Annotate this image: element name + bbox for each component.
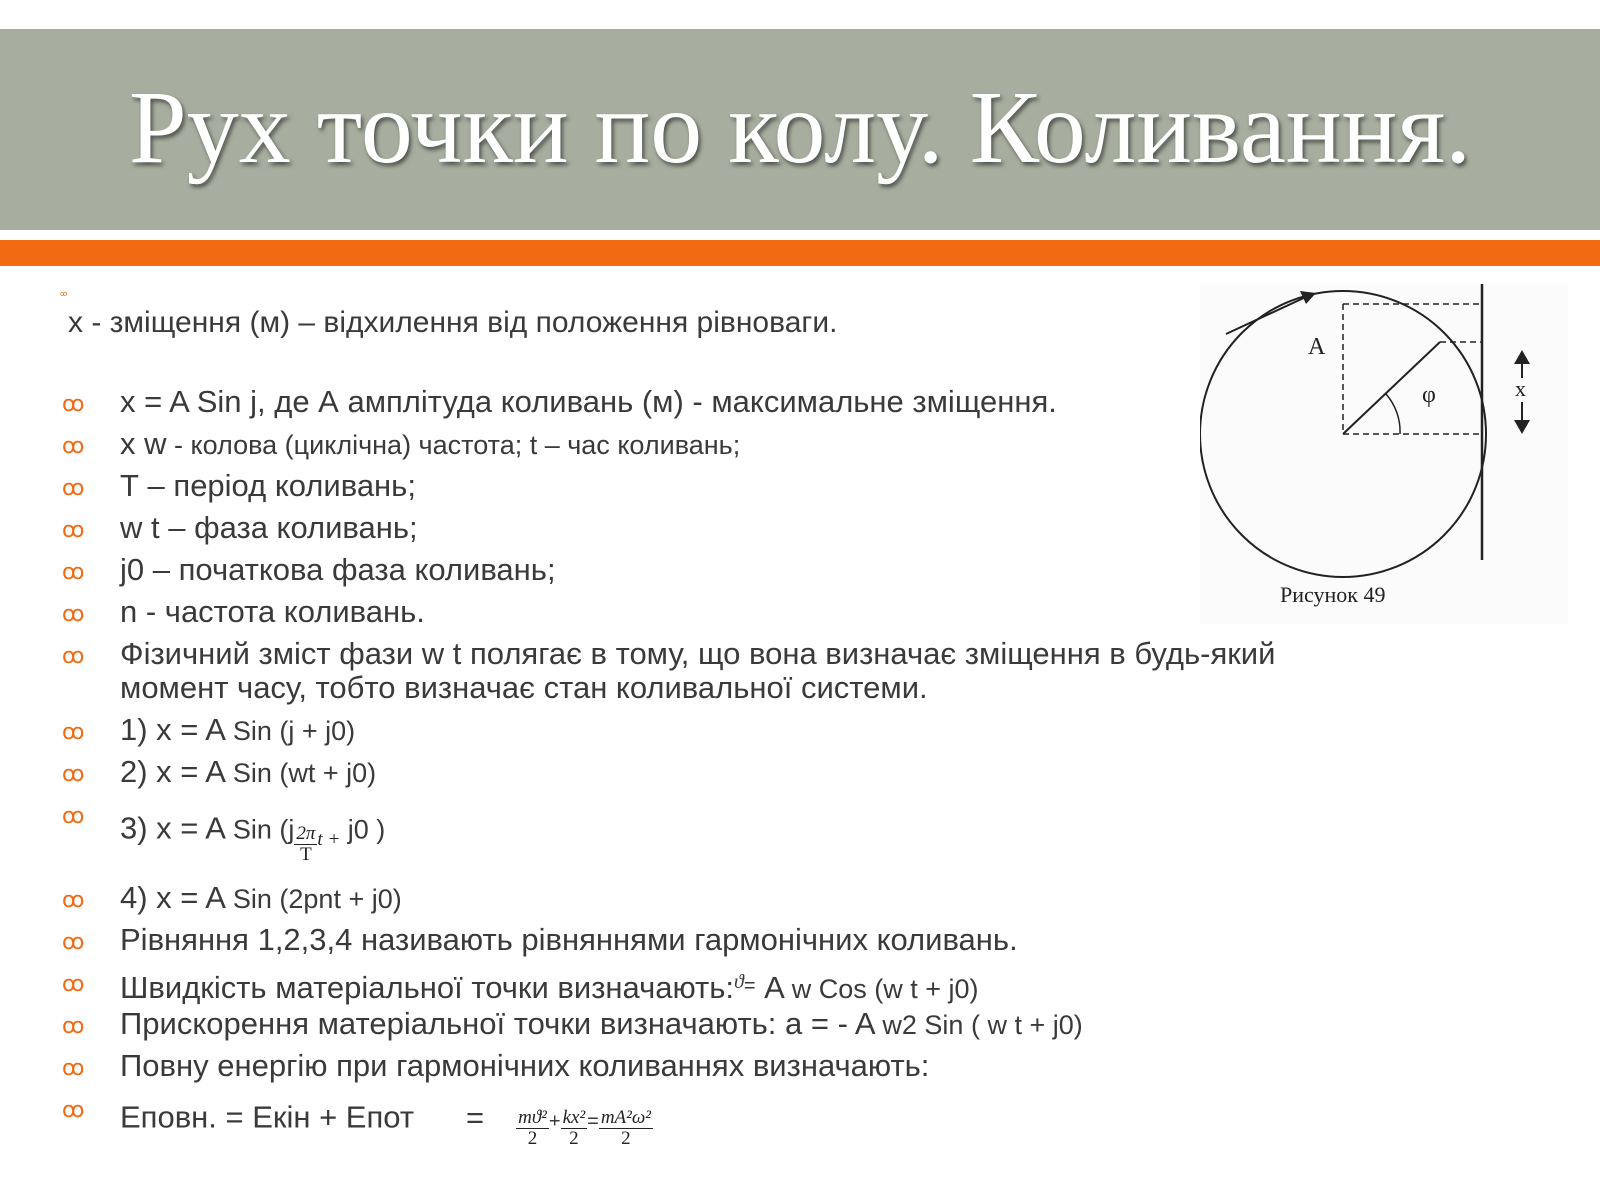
phase-fraction: $\frac{2\pi}{T}$ [296,823,316,865]
list-item-continuation: момент часу, тобто визначає стан коливальної системи. [120,670,928,705]
bullet-icon: ꝏ [62,644,85,669]
figure-caption: Рисунок 49 [1280,582,1386,607]
label-a: A [1308,334,1326,360]
list-item: x = A Sin j, де А амплітуда коливань (м) - максимальне зміщення. [120,384,1057,419]
bullet-icon: ꝏ [62,720,85,745]
acceleration-line: Прискорення матеріальної точки визначають: a = - A w2 Sin ( w t + j0) [120,1006,1083,1041]
bullet-icon: ꝏ [62,518,85,543]
list-item: Т – період коливань; [120,468,416,503]
list-item-text: - колова (циклічна) частота; t – час коливань; [166,430,741,460]
label-phi: φ [1422,382,1436,408]
circle-motion-figure [1200,284,1568,624]
list-item-symbol: x w [120,426,167,461]
bullet-icon: ꝏ [62,434,85,459]
bullet-icon: ꝏ [62,930,85,955]
list-item: Повну енергію при гармонічних коливаннях визначають: [120,1048,930,1083]
list-item: Рівняння 1,2,3,4 називають рівняннями гармонічних коливань. [120,922,1018,957]
bullet-icon: ꝏ [62,476,85,501]
list-item: n - частота коливань. [120,594,425,629]
energy-line: Еповн. = Екін + Епот = $\frac{\text{mϑ²}}{2}$ + $\frac{\text{kx²}}{2}$ = $\frac{\text{mA²ω²}}{2}$ [120,1099,651,1149]
potential-fraction: $\frac{\text{kx²}}{2}$ [562,1107,586,1149]
list-item [120,426,740,463]
velocity-arrow-line [1226,296,1308,334]
label-x: x [1515,376,1526,401]
equation-3: 3) x = A Sin (j $\frac{2\pi}{T}$ t + j0 ) [120,810,386,865]
intro-text: x - зміщення (м) – відхилення від положення рівноваги. [68,306,838,339]
velocity-symbol: ϑ [734,971,744,993]
phase-t: t + [317,828,341,850]
list-item: Фізичний зміст фази w t полягає в тому, що вона визначає зміщення в будь-який [120,636,1276,671]
bullet-icon: ꝏ [62,1056,85,1081]
total-energy-fraction: $\frac{\text{mA²ω²}}{2}$ [600,1107,651,1149]
small-bullet-icon: ꝏ [60,291,68,298]
bullet-icon: ꝏ [62,560,85,585]
velocity-line: Швидкість матеріальної точки визначають:$^ϑ$= A w Cos (w t + j0) [120,970,979,1005]
equation-2: 2) x = A Sin (wt + j0) [120,754,377,789]
bullet-icon: ꝏ [62,804,85,829]
equation-1: 1) x = A Sin (j + j0) [120,712,356,747]
equation-4: 4) x = A Sin (2pnt + j0) [120,880,402,915]
bullet-icon: ꝏ [62,1098,85,1123]
accent-bar [0,240,1600,266]
bullet-icon: ꝏ [62,1014,85,1039]
bullet-icon: ꝏ [62,602,85,627]
x-arrow-down-icon [1514,420,1530,434]
kinetic-fraction: $\frac{\text{mϑ²}}{2}$ [518,1107,547,1149]
bullet-icon: ꝏ [62,762,85,787]
bullet-icon: ꝏ [62,888,85,913]
angle-arc [1386,394,1400,434]
x-arrow-up-icon [1514,350,1530,364]
bullet-icon: ꝏ [62,392,85,417]
circle-diagram [1200,284,1568,624]
list-item: j0 – початкова фаза коливань; [120,552,556,587]
bullet-icon: ꝏ [62,972,85,997]
list-item: w t – фаза коливань; [120,510,418,545]
slide-title: Рух точки по колу. Коливання. [128,70,1472,185]
